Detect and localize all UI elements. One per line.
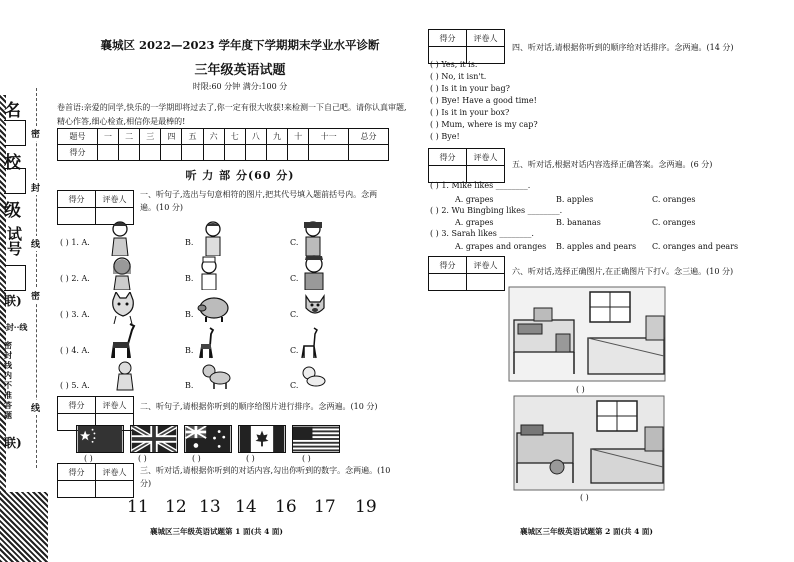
- china-flag[interactable]: [76, 425, 124, 453]
- no-answer-note: 密封线内不准答题: [4, 340, 12, 420]
- binding-box: [4, 265, 26, 291]
- score-row-label: 得分: [58, 145, 98, 161]
- section5-instruction: 五、听对话,根据对话内容选择正确答案。念两遍。(6 分): [512, 160, 713, 169]
- score-header-cell: 二: [119, 129, 140, 145]
- grader-box: [428, 256, 505, 291]
- exam-title: 襄城区 2022—2023 学年度下学期期末学业水平诊断: [100, 38, 380, 52]
- section6-instruction: 六、听对话,选择正确图片,在正确图片下打√。念三遍。(10 分): [512, 267, 734, 276]
- option-c-label: C.: [290, 238, 299, 247]
- time-info: 时限:60 分钟 满分:100 分: [192, 82, 288, 91]
- name-label: 名: [4, 101, 21, 121]
- grader-reviewer-label: 评卷人: [467, 257, 505, 274]
- boy-picture[interactable]: [200, 220, 226, 256]
- grader-box: [428, 148, 505, 183]
- score-cell[interactable]: [309, 145, 349, 161]
- usa-flag[interactable]: [292, 425, 340, 453]
- picture-choice-blank[interactable]: ( ): [576, 385, 585, 394]
- pupil-picture[interactable]: [300, 220, 326, 256]
- number-option[interactable]: 12: [165, 497, 187, 517]
- dialogue-line[interactable]: ( ) Is it in your box?: [430, 108, 510, 117]
- score-cell[interactable]: [97, 145, 118, 161]
- option-b-label: B.: [185, 346, 194, 355]
- grader-score-label: 得分: [58, 464, 96, 481]
- number-option[interactable]: 19: [355, 497, 377, 517]
- dialogue-line[interactable]: ( ) Yes, it is.: [430, 60, 478, 69]
- woman-picture[interactable]: [108, 256, 136, 290]
- question-number[interactable]: ( ) 3. A.: [60, 310, 90, 319]
- option-b-label: B.: [185, 381, 194, 390]
- pig-picture[interactable]: [196, 294, 230, 322]
- page1-footer: 襄城区三年级英语试题第 1 面(共 4 面): [150, 527, 283, 536]
- seal-char: 密: [31, 126, 40, 141]
- seal-char: 封: [31, 180, 40, 195]
- option-c-label: C.: [290, 310, 299, 319]
- man-picture[interactable]: [300, 254, 328, 290]
- score-cell[interactable]: [245, 145, 266, 161]
- score-header-cell: 总分: [349, 129, 389, 145]
- option-a[interactable]: A. grapes: [455, 218, 494, 227]
- grader-reviewer-label: 评卷人: [96, 191, 134, 208]
- puppy-picture[interactable]: [200, 362, 232, 390]
- number-option[interactable]: 11: [127, 497, 149, 517]
- lian-label-bottom: 联): [4, 436, 22, 450]
- score-header-cell: 四: [161, 129, 182, 145]
- question-number[interactable]: ( ) 4. A.: [60, 346, 90, 355]
- section1-instruction: 一、听句子,选出与句意相符的图片,把其代号填入题前括号内。念两遍。(10 分): [140, 190, 378, 212]
- option-b-label: B.: [185, 274, 194, 283]
- section3-instruction: 三、听对话,请根据你听到的对话内容,勾出你听到的数字。念两遍。(10 分): [140, 466, 391, 488]
- score-header-cell: 七: [224, 129, 245, 145]
- giraffe-small-picture[interactable]: [198, 326, 218, 360]
- dialogue-line[interactable]: ( ) Bye! Have a good time!: [430, 96, 537, 105]
- option-b-label: B.: [185, 310, 194, 319]
- score-header-cell: 五: [182, 129, 203, 145]
- grader-reviewer-label: 评卷人: [96, 464, 134, 481]
- question-number[interactable]: ( ) 2. A.: [60, 274, 90, 283]
- bedroom-picture-a[interactable]: [508, 286, 666, 382]
- grade-label: 级: [4, 201, 21, 221]
- order-blank[interactable]: ( ): [138, 454, 147, 463]
- score-header-cell: 八: [245, 129, 266, 145]
- order-blank[interactable]: ( ): [246, 454, 255, 463]
- option-c-label: C.: [290, 346, 299, 355]
- binding-margin: [0, 0, 50, 562]
- binding-hatch-bottom: [0, 492, 48, 562]
- dog-picture[interactable]: [300, 292, 330, 322]
- dialogue-line[interactable]: ( ) Mum, where is my cap?: [430, 120, 538, 129]
- grader-box: [57, 463, 134, 498]
- grader-score-label: 得分: [429, 149, 467, 166]
- preface-note: 卷首语:亲爱的同学,快乐的一学期即将过去了,你一定有很大收获!来检测一下自己吧。请你认真审题,精心作答,细心检查,相信你是最棒的!: [57, 103, 407, 126]
- option-b[interactable]: B. bananas: [556, 218, 601, 227]
- seal-char: 密: [31, 288, 40, 303]
- sitting-dog-picture[interactable]: [112, 360, 138, 392]
- option-a[interactable]: A. grapes: [455, 195, 494, 204]
- grader-reviewer-cell[interactable]: [467, 274, 505, 291]
- listening-heading: 听 力 部 分(60 分): [185, 169, 295, 182]
- seal-mid-text: ·封··线: [3, 322, 28, 332]
- score-header-cell: 十一: [309, 129, 349, 145]
- number-option[interactable]: 14: [235, 497, 257, 517]
- option-a[interactable]: A. grapes and oranges: [455, 242, 547, 251]
- grader-score-cell[interactable]: [58, 208, 96, 225]
- section2-instruction: 二、听句子,请根据你听到的顺序给图片进行排序。念两遍。(10 分): [140, 402, 378, 411]
- canada-flag[interactable]: [238, 425, 286, 453]
- grader-reviewer-label: 评卷人: [96, 397, 134, 414]
- exam-subtitle: 三年级英语试题: [194, 63, 286, 78]
- option-c[interactable]: C. oranges: [652, 195, 696, 204]
- seal-char: 线: [31, 236, 40, 251]
- lian-label-top: 联): [4, 294, 22, 308]
- number-option[interactable]: 16: [275, 497, 297, 517]
- order-blank[interactable]: ( ): [84, 454, 93, 463]
- order-blank[interactable]: ( ): [302, 454, 311, 463]
- order-blank[interactable]: ( ): [192, 454, 201, 463]
- score-header-cell: 六: [203, 129, 224, 145]
- binding-box: [4, 120, 26, 146]
- option-c[interactable]: C. oranges and pears: [652, 242, 739, 251]
- score-cell[interactable]: [349, 145, 389, 161]
- score-header-cell: 题号: [58, 129, 98, 145]
- school-label: 校: [4, 153, 21, 173]
- grader-score-cell[interactable]: [429, 274, 467, 291]
- score-cell[interactable]: [288, 145, 309, 161]
- australia-flag[interactable]: [184, 425, 232, 453]
- section4-instruction: 四、听对话,请根据你听到的顺序给对话排序。念两遍。(14 分): [512, 43, 734, 52]
- exam-number-label: 试号: [5, 226, 23, 256]
- dialogue-line[interactable]: ( ) No, it isn't.: [430, 72, 487, 81]
- picture-choice-blank[interactable]: ( ): [580, 493, 589, 502]
- question-number[interactable]: ( ) 1. A.: [60, 238, 90, 247]
- score-header-cell: 九: [266, 129, 287, 145]
- option-c-label: C.: [290, 274, 299, 283]
- score-table: [57, 128, 389, 161]
- option-b-label: B.: [185, 238, 194, 247]
- small-dog-picture[interactable]: [300, 364, 326, 390]
- question-stem[interactable]: ( ) 1. Mike likes ________.: [430, 181, 531, 190]
- score-cell[interactable]: [203, 145, 224, 161]
- grader-reviewer-cell[interactable]: [96, 481, 134, 498]
- score-cell[interactable]: [182, 145, 203, 161]
- nurse-picture[interactable]: [196, 256, 222, 290]
- giraffe-outline-picture[interactable]: [300, 326, 322, 360]
- score-header-cell: 十: [288, 129, 309, 145]
- uk-flag[interactable]: [130, 425, 178, 453]
- option-c-label: C.: [290, 381, 299, 390]
- question-number[interactable]: ( ) 5. A.: [60, 381, 90, 390]
- page2-footer: 襄城区三年级英语试题第 2 面(共 4 面): [520, 527, 653, 536]
- question-stem[interactable]: ( ) 3. Sarah likes ________.: [430, 229, 534, 238]
- grader-reviewer-label: 评卷人: [467, 30, 505, 47]
- score-cell[interactable]: [161, 145, 182, 161]
- option-b[interactable]: B. apples and pears: [556, 242, 637, 251]
- seal-char: 线: [31, 400, 40, 415]
- number-option[interactable]: 17: [314, 497, 336, 517]
- score-header-cell: 三: [140, 129, 161, 145]
- score-cell[interactable]: [266, 145, 287, 161]
- score-cell[interactable]: [140, 145, 161, 161]
- giraffe-picture[interactable]: [108, 322, 140, 360]
- grader-reviewer-label: 评卷人: [467, 149, 505, 166]
- grader-score-cell[interactable]: [58, 481, 96, 498]
- dialogue-line[interactable]: ( ) Is it in your bag?: [430, 84, 510, 93]
- option-c[interactable]: C. oranges: [652, 218, 696, 227]
- grader-score-label: 得分: [58, 397, 96, 414]
- score-cell[interactable]: [119, 145, 140, 161]
- grader-score-label: 得分: [429, 257, 467, 274]
- number-option[interactable]: 13: [199, 497, 221, 517]
- dialogue-line[interactable]: ( ) Bye!: [430, 132, 460, 141]
- grader-score-label: 得分: [429, 30, 467, 47]
- score-header-cell: 一: [97, 129, 118, 145]
- cat-picture[interactable]: [108, 292, 138, 324]
- score-cell[interactable]: [224, 145, 245, 161]
- question-stem[interactable]: ( ) 2. Wu Bingbing likes ________.: [430, 206, 563, 215]
- girl-picture[interactable]: [105, 220, 135, 256]
- option-b[interactable]: B. apples: [556, 195, 594, 204]
- grader-score-label: 得分: [58, 191, 96, 208]
- bedroom-picture-b[interactable]: [513, 395, 665, 491]
